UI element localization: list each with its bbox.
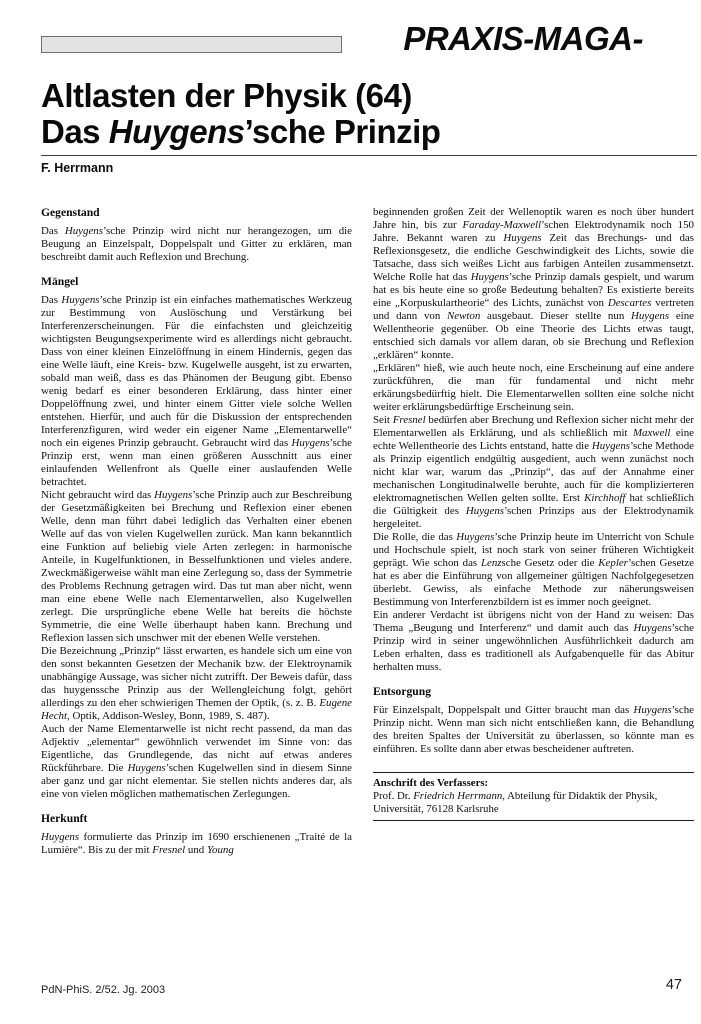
section-heading: Gegenstand — [41, 206, 100, 219]
article-body — [41, 206, 694, 857]
body-paragraph: beginnenden großen Zeit der Wellenoptik waren es noch über hundert Jahre hin, bis zur Faraday-Maxwell’schen Elektrodynamik noch 150 Jahre. Bekannt waren zu Huygens Zeit das Brechungs- und das Reflexionsgesetz, die endliche Geschwindigkeit des Lichts, sowie die Tatsache, dass sich weißes Licht aus farbigen Anteilen zusammensetzt. Welche Rolle hat das Huygens’sche Prinzip damals gespielt, und warum hat es bis heute eine so große Bedeutung behalten? Es existierte bereits eine „Korpuskulartheorie“ des Lichts, zunächst von Descartes vertreten und dann von Newton ausgebaut. Dieser stellte nun Huygens eine Wellentheorie gegenüber. Ob eine Theorie des Lichts etwas taugt, entschied sich damals vor allem daran, ob sie Brechung und Reflexion „erklären“ konnte. — [373, 206, 695, 361]
author-address-box — [373, 772, 694, 821]
article-title-line2: Das Huygens’sche Prinzip — [41, 113, 441, 150]
body-paragraph: Seit Fresnel bedürfen aber Brechung und Reflexion sicher nicht mehr der Elementarwellen als Erklärung, und als schließlich mit Maxwell eine echte Wellentheorie des Lichts entstand, hatte die Huygens’sche Methode als Prinzip eigentlich endgültig ausgedient, auch wenn zunächst noch nicht klar war, warum das „Prinzip“, das auf der Annahme einer mechanischen Longitudinalwelle beruhte, auch für die komplizierteren elektromagnetischen Wellen gelten sollte. Erst Kirchhoff hat schließlich die Gültigkeit des Huygens’schen Prinzips aus der Elektrodynamik hergeleitet. — [373, 414, 695, 530]
section-heading: Entsorgung — [373, 685, 431, 698]
address-heading: Anschrift des Verfassers: — [373, 777, 489, 789]
right-column — [373, 206, 694, 857]
magazine-title: PRAXIS-MAGA- — [403, 20, 643, 57]
title-divider-rule — [41, 155, 697, 156]
journal-footer-info: PdN-PhiS. 2/52. Jg. 2003 — [41, 984, 166, 996]
article-title-line1: Altlasten der Physik (64) — [41, 77, 412, 114]
body-paragraph: Die Bezeichnung „Prinzip“ lässt erwarten, es handele sich um eine von den sonst bekannten Gesetzen der Mechanik bzw. der Elektroynamik unabhängige Aussage, was sicher nicht zutrifft. Der Beweis dafür, dass das huygenssche Prinzip aus der Wellengleichung folgt, gehört allerdings zu den eher schwierigen Themen der Optik, (s. z. B. Eugene Hecht, Optik, Addison-Wesley, Bonn, 1989, S. 487). — [41, 645, 352, 722]
body-paragraph: Nicht gebraucht wird das Huygens’sche Prinzip auch zur Beschreibung der Gesetzmäßigkeiten bei Brechung und Reflexion einer ebenen Welle, denn man führt dabei lediglich das Verhalten einer ebenen Welle auf das von vielen Kugelwellen zurück. Man kann bekanntlich eine Funktion auf beliebig viele Arten zerlegen: in harmonische Anteile, in Kugelfunktionen, in Besselfunktionen und vieles andere. Zweckmäßigerweise wählt man eine Zerlegung so, dass der Symmetrie des Problems Rechnung getragen wird. Das tut man aber nicht, wenn man eine ebene Welle nach Elementarwellen, also Kugelwellen zerlegt. Die ursprüngliche ebene Welle hat bereits die höchste Symmetrie, die eine Welle überhaupt haben kann. Brechung und Reflexion lassen sich unschwer mit der ebenen Welle verstehen. — [41, 489, 352, 644]
address-text: Prof. Dr. Friedrich Herrmann, Abteilung für Didaktik der Physik, Universität, 76128 Karlsruhe — [373, 790, 694, 821]
section-heading: Herkunft — [41, 812, 88, 825]
page-number: 47 — [665, 977, 682, 993]
body-paragraph: Die Rolle, die das Huygens’sche Prinzip heute im Unterricht von Schule und Hochschule spielt, ist noch stark von seiner früheren Wichtigkeit geprägt. Wie schon das Lenzsche Gesetz oder die Kepler’schen Gesetze hat es aber die Einführung von allgemeiner gültigen Nachfolgegesetzen überlebt. Gewiss, als einfache Methode zur näherungsweisen Bestimmung von Interferenzbildern ist es immer noch geeignet. — [373, 531, 695, 608]
body-paragraph: Für Einzelspalt, Doppelspalt und Gitter braucht man das Huygens’sche Prinzip nicht. Wenn man sich nicht entschließen kann, die Behandlung des breiten Spaltes der Universität zu überlassen, so könnte man es einführen. Es sollte dann aber etwas bescheidener auftreten. — [373, 704, 694, 755]
journal-header-placeholder-box — [41, 36, 342, 53]
body-paragraph: Das Huygens’sche Prinzip wird nicht nur herangezogen, um die Beugung an Einzelspalt, Doppelspalt und Gitter zu erklären, man beschreibt damit auch Reflexion und Brechung. — [41, 225, 352, 263]
body-paragraph: „Erklären“ hieß, wie auch heute noch, eine Erscheinung auf eine andere zurückführen, die man für fundamental und nicht mehr erkärungsbedürftig hielt. Die Elementarwellen sollten eine solche nicht weiter erklärungsbedürftige Erscheinung sein. — [373, 362, 694, 413]
body-paragraph: Ein anderer Verdacht ist übrigens nicht von der Hand zu weisen: Das Thema „Beugung und Interferenz“ und damit auch das Huygens’sche Prinzip wird in seiner ungewöhnlichen Ausführlichkeit dadurch am Leben erhalten, dass es traditionell als Aufgabenquelle für das Abitur herhalten muss. — [373, 609, 694, 673]
body-paragraph: Das Huygens’sche Prinzip ist ein einfaches mathematisches Werkzeug zur Bestimmung von Auslöschung und Verstärkung bei Interferenzerscheinungen. Für die einfachsten und gleichzeitig wichtigsten Beugungsexperimente wird es allerdings nicht gebraucht. Dass von einer kleinen Einzelöffnung in einem Hindernis, gegen das eine Welle läuft, eine Kreis- bzw. Kugelwelle ausgeht, ist zu erwarten, sobald man weiß, dass es das Phänomen der Beugung gibt. Ebenso wenig bedarf es einer besonderen Erklärung, dass hinter einer Doppelöffnung zwei, und hinter einem Gitter viele solche Wellen entstehen. Hierfür, und auch für die Diskussion der entsprechenden Interferenzfiguren, wird weder ein eigener Name „Elementarwelle“ noch ein eigenes Prinzip gebraucht. Gebraucht wird das Huygens’sche Prinzip erst, wenn man einen größeren Ausschnitt aus einer einlaufenden Wellenfront als Quelle einer auslaufenden Welle betrachtet. — [41, 294, 352, 488]
right-column-text — [373, 206, 694, 756]
body-paragraph: Auch der Name Elementarwelle ist nicht recht passend, da man das Adjektiv „elementar“ gewöhnlich verwendet im Sinne von: das Eigentliche, das Grundlegende, das nicht auf etwas anderes Rückführbare. Die Huygens’schen Kugelwellen sind in diesem Sinne aber ganz und gar nicht elementar. Sie stellen nichts anderes dar, als eine von vielen möglichen mathematischen Zerlegungen. — [41, 723, 352, 800]
left-column — [41, 206, 352, 857]
article-title — [41, 78, 440, 150]
body-paragraph: Huygens formulierte das Prinzip im 1690 erschienenen „Traité de la Lumière“. Bis zu der mit Fresnel und Young — [41, 831, 352, 856]
section-heading: Mängel — [41, 275, 79, 288]
author-name: F. Herrmann — [41, 161, 114, 175]
